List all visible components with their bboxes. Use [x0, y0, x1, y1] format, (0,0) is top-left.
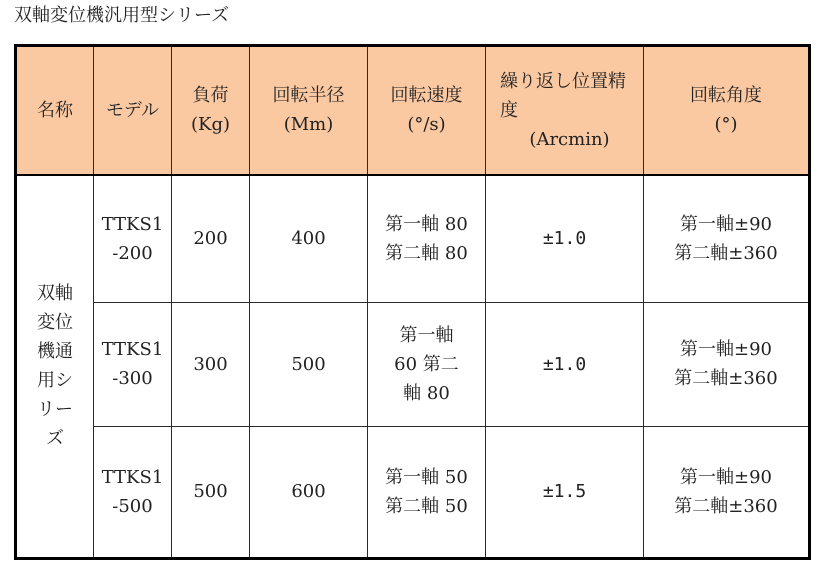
speed-line1: 第一軸 — [399, 324, 454, 346]
header-speed-unit: (°/s) — [407, 114, 446, 136]
repeat-value: ±1.0 — [542, 353, 587, 375]
angle-line1: 第一軸±90 — [680, 466, 772, 488]
repeat-cell — [486, 303, 644, 427]
header-angle — [644, 46, 810, 175]
series-name: 双軸変位機通用シリーズ — [37, 283, 73, 450]
model-line2: -200 — [112, 242, 153, 264]
speed-cell — [368, 303, 486, 427]
angle-line2: 第二軸±360 — [674, 495, 778, 517]
angle-line2: 第二軸±360 — [674, 368, 778, 390]
model-line2: -500 — [112, 495, 153, 517]
spec-table — [14, 44, 811, 560]
load-cell: 300 — [172, 303, 250, 427]
speed-line3: 軸 80 — [403, 382, 450, 404]
model-line1: TTKS1 — [101, 213, 164, 235]
header-row — [16, 46, 810, 175]
load-cell: 200 — [172, 175, 250, 303]
angle-cell — [644, 303, 810, 427]
header-angle-unit: (°) — [714, 114, 738, 136]
load-cell: 500 — [172, 426, 250, 558]
model-line1: TTKS1 — [101, 339, 164, 361]
radius-cell: 400 — [250, 175, 368, 303]
angle-cell — [644, 175, 810, 303]
speed-cell — [368, 426, 486, 558]
speed-line1: 第一軸 50 — [385, 466, 468, 488]
speed-line2: 第二軸 80 — [385, 242, 468, 264]
header-load — [172, 46, 250, 175]
header-speed-label: 回転速度 — [390, 85, 463, 107]
radius-cell: 500 — [250, 303, 368, 427]
speed-line1: 第一軸 80 — [385, 213, 468, 235]
model-line2: -300 — [112, 368, 153, 390]
model-line1: TTKS1 — [101, 466, 164, 488]
table-row — [16, 426, 810, 558]
repeat-cell — [486, 175, 644, 303]
repeat-cell — [486, 426, 644, 558]
speed-cell — [368, 175, 486, 303]
model-cell — [94, 175, 172, 303]
series-name-cell — [16, 175, 94, 559]
angle-line1: 第一軸±90 — [680, 213, 772, 235]
table-row — [16, 175, 810, 303]
header-repeat-unit: (Arcmin) — [529, 128, 610, 150]
table-row — [16, 303, 810, 427]
repeat-value: ±1.5 — [542, 481, 587, 503]
model-cell — [94, 303, 172, 427]
speed-line2: 60 第二 — [394, 353, 459, 375]
angle-line1: 第一軸±90 — [680, 339, 772, 361]
header-repeat-label: 繰り返し位置精度 — [500, 70, 626, 121]
header-speed — [368, 46, 486, 175]
header-radius-label: 回転半径 — [272, 85, 345, 107]
header-load-label: 負荷 — [192, 85, 229, 107]
header-model: モデル — [94, 46, 172, 175]
repeat-value: ±1.0 — [542, 228, 587, 250]
angle-line2: 第二軸±360 — [674, 242, 778, 264]
header-load-unit: (Kg) — [190, 114, 230, 136]
table-header — [16, 46, 810, 175]
header-name: 名称 — [16, 46, 94, 175]
speed-line2: 第二軸 50 — [385, 495, 468, 517]
radius-cell: 600 — [250, 426, 368, 558]
header-angle-label: 回転角度 — [690, 85, 762, 107]
header-repeat — [486, 46, 644, 175]
document-title: 双軸変位機汎用型シリーズ — [14, 5, 230, 26]
header-radius-unit: (Mm) — [283, 114, 334, 136]
model-cell — [94, 426, 172, 558]
angle-cell — [644, 426, 810, 558]
table-body — [16, 175, 810, 559]
header-radius — [250, 46, 368, 175]
